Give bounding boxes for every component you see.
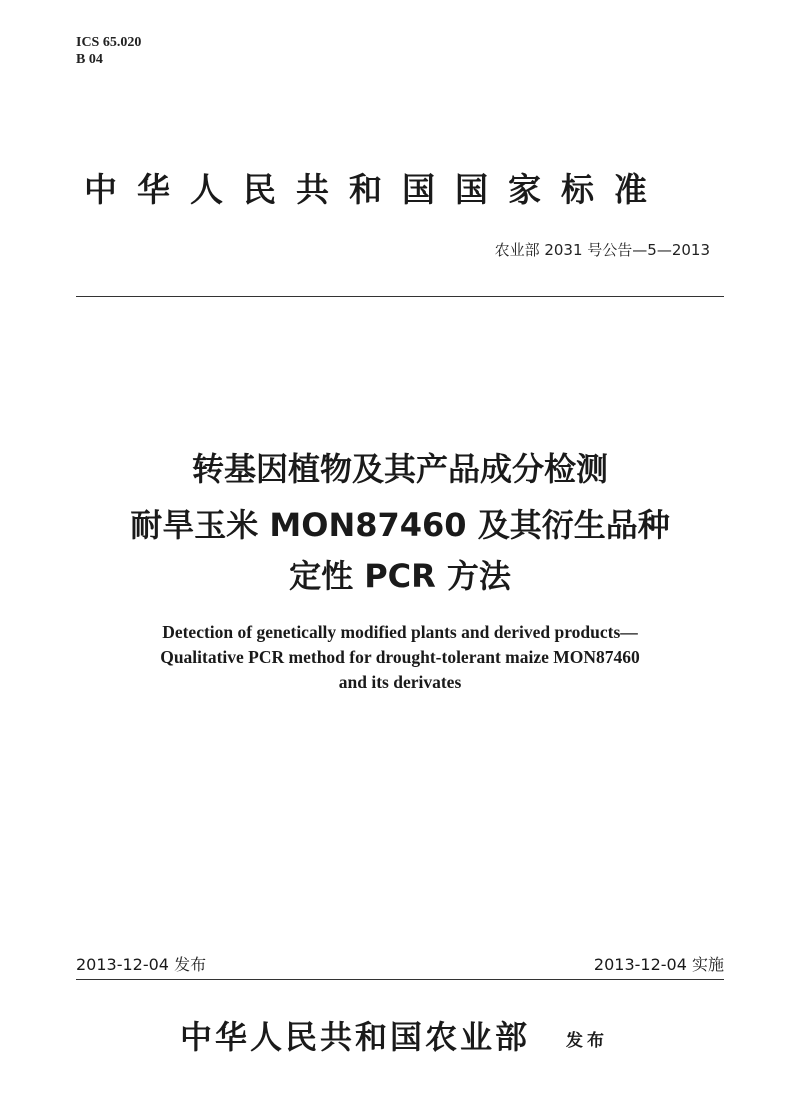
document-title-cn-line1: 转基因植物及其产品成分检测 <box>191 450 608 488</box>
document-title-cn-line2: 耐旱玉米 MON87460 及其衍生品种 <box>130 506 670 544</box>
document-title-en-line1: Detection of genetically modified plants and derived products— <box>162 622 638 642</box>
standard-number: 农业部 2031 号公告—5—2013 <box>494 241 710 259</box>
document-title-en-line2: Qualitative PCR method for drought-tolerant maize MON87460 <box>160 647 640 667</box>
ics-code: ICS 65.020 <box>76 35 142 50</box>
classification-codes <box>76 34 141 68</box>
implementation-date: 2013-12-04 实施 <box>593 955 724 974</box>
document-title-en-line3: and its derivates <box>338 672 462 692</box>
document-title-cn-line3: 定性 PCR 方法 <box>289 557 511 595</box>
document-title-en <box>0 620 800 695</box>
ccs-code: B 04 <box>76 52 103 67</box>
footer-divider <box>76 979 724 980</box>
standard-title: 中华人民共和国国家标准 <box>84 170 667 209</box>
publisher-name: 中华人民共和国农业部 <box>180 1018 531 1056</box>
publisher-action: 发布 <box>566 1031 608 1051</box>
header-divider <box>76 296 724 297</box>
issue-date: 2013-12-04 发布 <box>76 955 207 974</box>
